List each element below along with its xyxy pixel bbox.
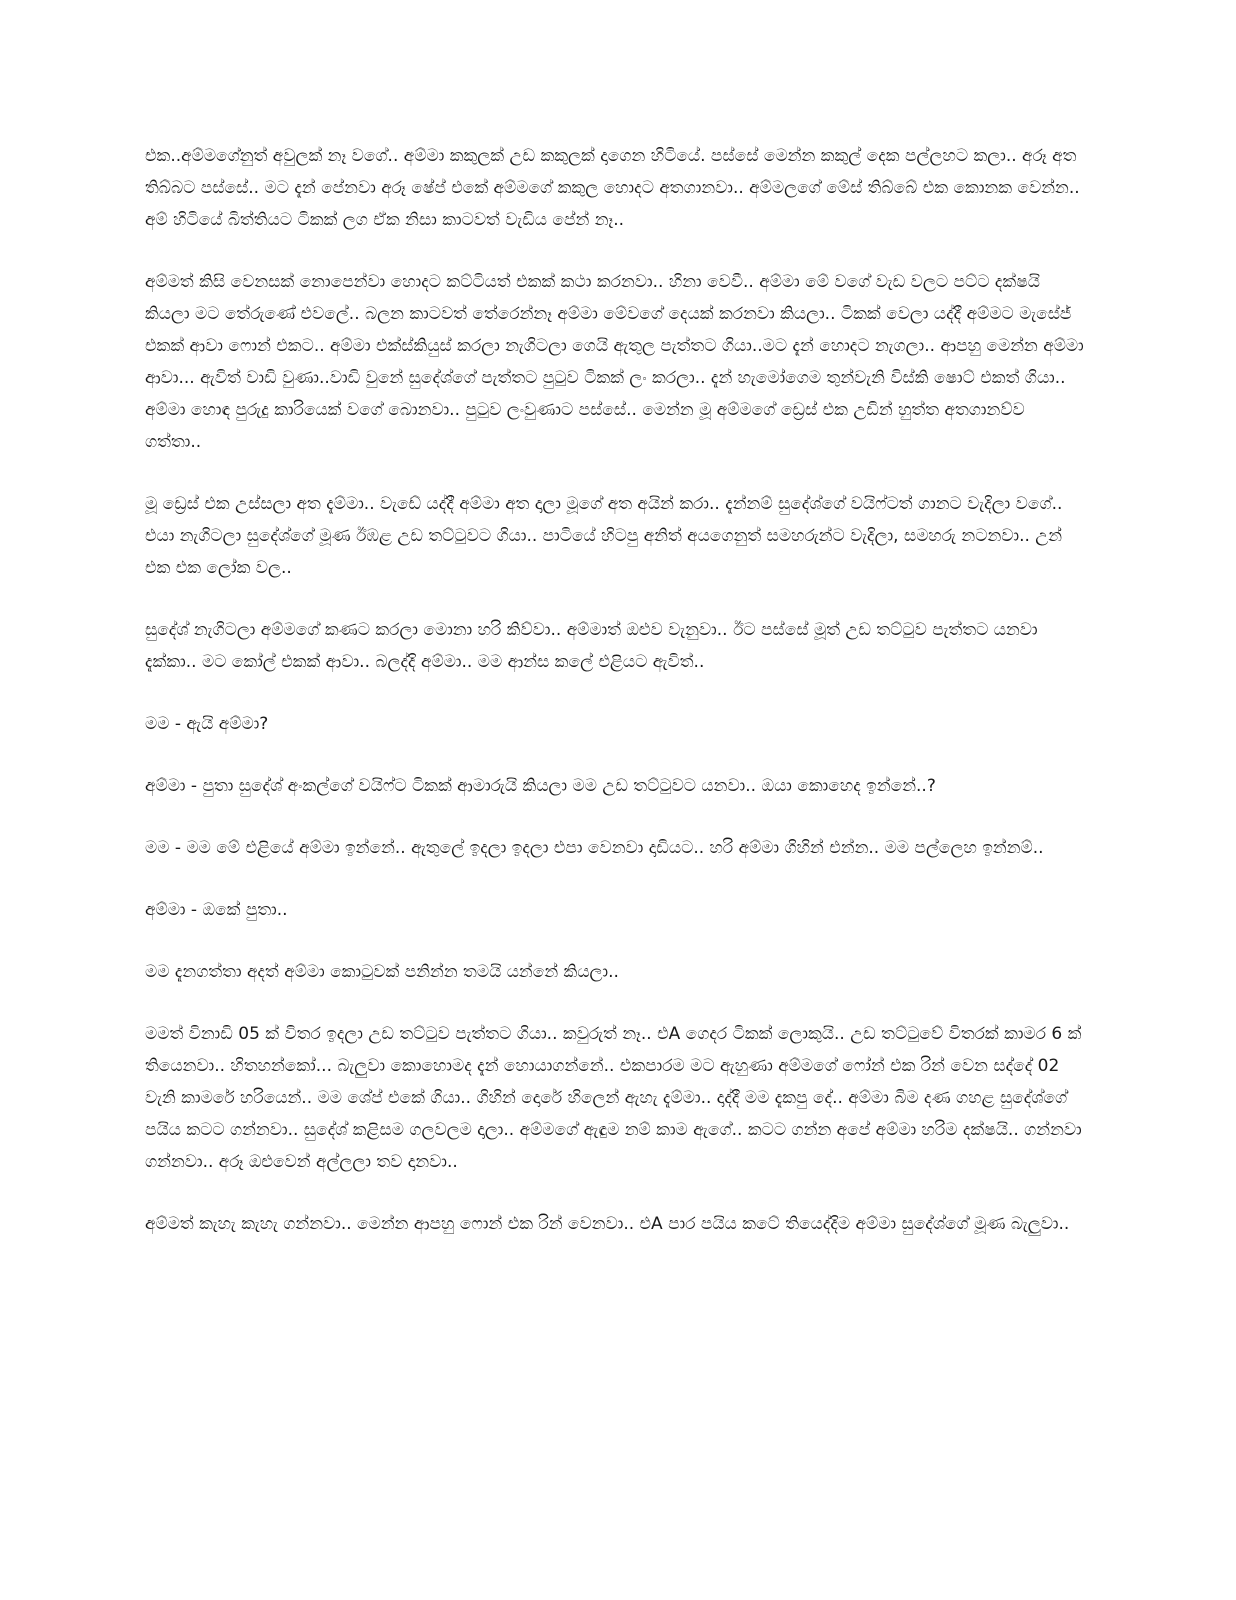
paragraph-1: එක..අම්මගේනුත් අවුලක් නෑ වගේ.. අම්මා කකුලක් උඩ කකුලක් දාගෙන හිටියේ. පස්සේ මෙන්න කකුල් දෙක පල්ලහට කලා.. අරූ අත තිබ්බට පස්සේ.. මට දැන් පේනවා අරූ ෂේප් එකේ අම්මගේ කකුල හොදට අතගානවා.. අම්මලගේ මේස් තිබ්බේ එක කොනක වෙන්න.. අම් හිටියේ බිත්තියට ටිකක් ලග ඒක නිසා කාටවත් වැඩිය පේන් නෑ..: [145, 146, 1080, 230]
paragraph-10: මමත් විනාඩි 05 ක් විතර ඉදලා උඩ තට්ටුව පැත්තට ගියා.. කවුරුත් නෑ.. එA ගෙදර ටිකක් ලොකුයි.. උඩ තට්ටුවේ විතරක් කාමර 6 ක් තියෙනවා.. හිතහන්කෝ... බැලුවා කොහොමද දැන් හොයාගන්නේ.. එකපාරම මට ඇහුණා අම්මගේ ෆෝන් එක රින් වෙන සද්දේ 02 වැනි කාමරේ හරියෙන්.. මම ශේප් එකේ ගියා.. ගිහින් දොරේ හිලෙන් ඇහැ දැම්මා.. දාද්දී මම දැකපු දේ.. අම්මා බිම දණ ගහළ සුදේශ්ගේ පයිය කටට ගන්නවා.. සුදේශ් කළිසම ගලවලම දාලා.. අම්මගේ ඇඳුම නම් කාම ඇගේ.. කටට ගන්න අපේ අම්මා හරිම දක්ෂයි.. ගන්නවා ගන්නවා.. අරූ ඔළුවෙන් අල්ලලා තව දානවා..: [145, 1024, 1082, 1172]
paragraph-7: මම - මම මේ එළියේ අම්මා ඉන්නේ.. ඇතුලේ ඉදලා ඉදලා එපා වෙනවා දාඩියට.. හරි අම්මා ගිහින් එන්න.. මම පල්ලෙහ ඉන්නම්..: [145, 838, 1044, 858]
paragraph-11: අම්මත් කැහැ කැහැ ගන්නවා.. මෙන්න ආපහු ෆොන් එක රින් වෙනවා.. එA පාර පයිය කටේ තියෙද්දිම අම්මා සුදේශ්ගේ මූණ බැලුවා..: [145, 1214, 1070, 1234]
paragraph-5: මම - ඇයි අම්මා?: [145, 714, 269, 734]
paragraph-9: මම දැනගත්තා අදත් අම්මා කොටුවක් පනින්න තමයි යන්නේ කියලා..: [145, 962, 619, 982]
paragraph-8: අම්මා - ඔකේ පුතා..: [145, 900, 288, 920]
paragraph-6: අම්මා - පුතා සුදේශ් අංකල්ගේ වයිෆ්ට ටිකක් ආමාරුයි කියලා මම උඩ තට්ටුවට යනවා.. ඔයා කොහෙද ඉන්නේ..?: [145, 776, 936, 796]
document-body: [145, 140, 1085, 1270]
paragraph-3: මූ ඩ්‍රෙස් එක උස්සලා අත දැම්මා.. වැඩේ යද්දී අම්මා අත දාලා මූගේ අත අයින් කරා.. දැන්නම් සුදේශ්ගේ වයිෆ්ටත් ගානට වැදිලා වගේ.. එයා නැගිටලා සුදේශ්ගේ මූණ ඊඹළ උඩ තට්ටුවට ගියා.. පාටියේ හිටපු අනිත් අයගෙනුත් සමහරුන්ට වැදිලා, සමහරු නටනවා.. උන් එක එක ලෝක වල..: [145, 494, 1063, 578]
paragraph-4: සුදේශ් නැගිටලා අම්මගේ කණට කරලා මොනා හරි කිව්වා.. අම්මාත් ඔළුව වැනුවා.. ඊට පස්සේ මූත් උඩ තට්ටුව පැත්තට යනවා දැක්කා.. මට කෝල් එකක් ආවා.. බලද්දි අම්මා.. මම ආන්ස කලේ එළියට ඇවිත්..: [145, 620, 1038, 672]
paragraph-2: අම්මත් කිසි වෙනසක් නොපෙන්වා හොදට කට්ටියත් එකක් කථා කරනවා.. හිනා වෙවී.. අම්මා මේ වගේ වැඩ වලට පට්ට දක්ෂයි කියලා මට තේරුණේ එවලේ.. බලන කාටවත් තේරෙන්නෑ අම්මා මේවගේ දෙයක් කරනවා කියලා.. ටිකක් වෙලා යද්දී අම්මට මැසේජ් එකක් ආවා ෆොන් එකට.. අම්මා එක්ස්කියුස් කරලා නැගිටලා ගෙයි ඇතුල පැත්තට ගියා..මට දැන් හොදට නැගලා.. ආපහු මෙන්න අම්මා ආවා... ඇවිත් වාඩි වුණා..වාඩි වුනේ සුදේශ්ගේ පැත්තට පුටුව ටිකක් ලං කරලා.. දැන් හැමෝගෙම තුන්වැනි විස්කි ෂොට් එකත් ගියා.. අම්මා හොඳ පුරුදු කාරියෙක් වගේ බොනවා.. පුටුව ලංවුණාට පස්සේ.. මෙන්න මූ අම්මගේ ඩ්‍රෙස් එක උඩින් හුත්ත අතගානව්ව ගත්තා..: [145, 272, 1084, 452]
